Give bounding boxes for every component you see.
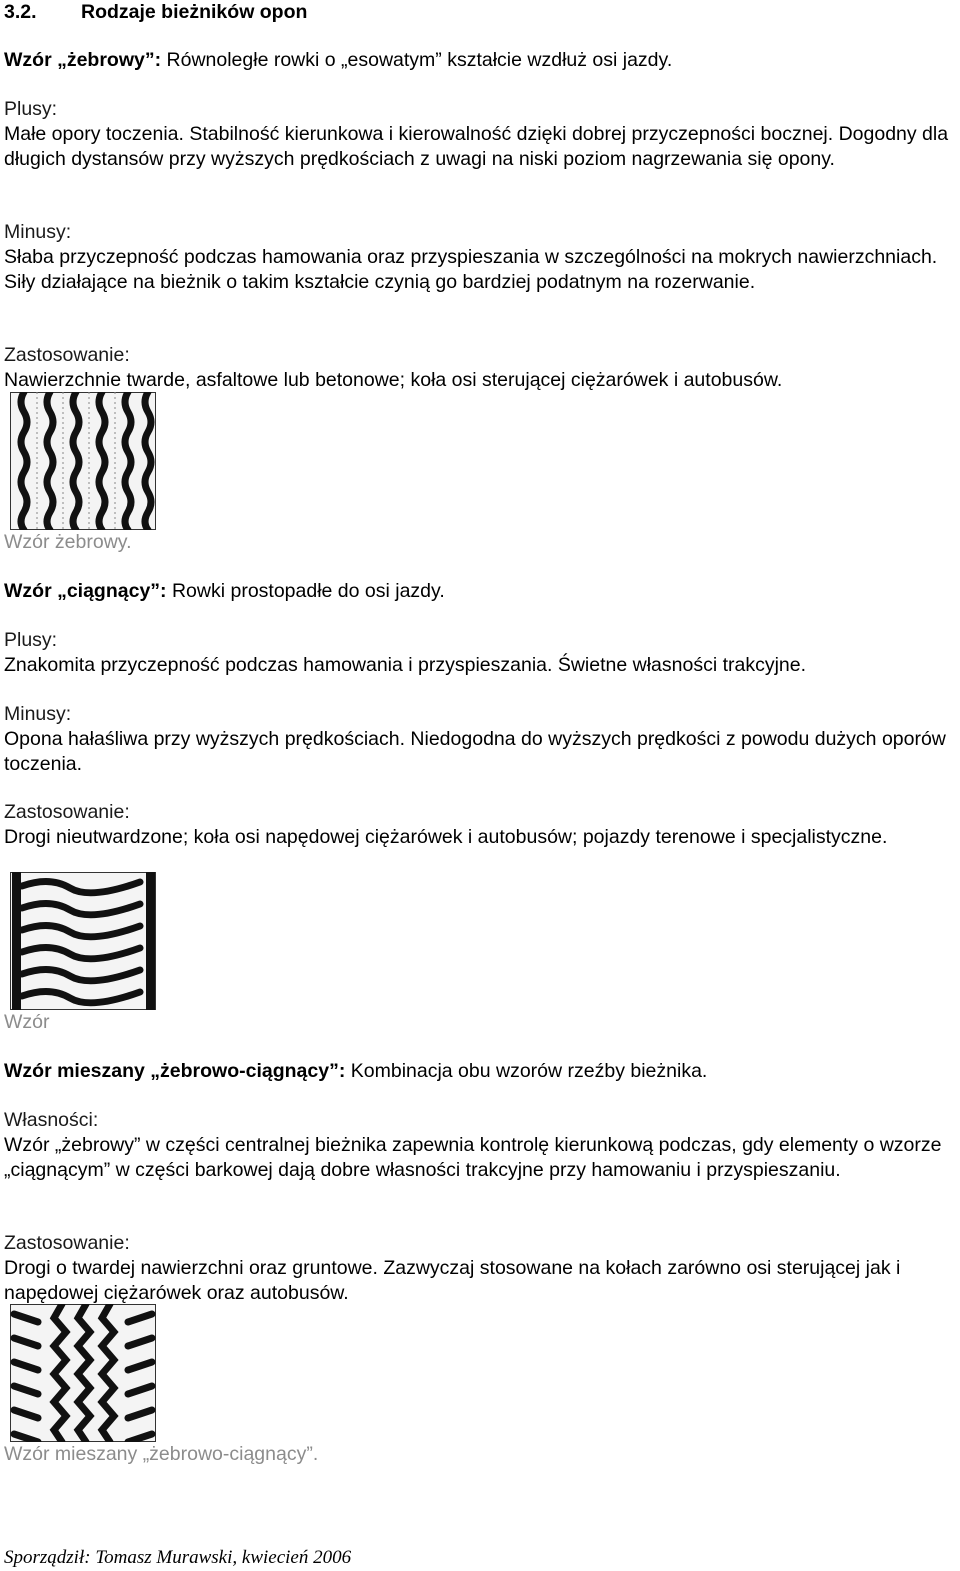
mixed-usage-text: Drogi o twardej nawierzchni oraz gruntowe. Zazwyczaj stosowane na kołach zarówno osi sterującej jak i napędowej ciężarówek oraz autobusów. [4, 1257, 901, 1304]
section-title: Rodzaje bieżników opon [81, 1, 308, 23]
rib-pattern-name: Wzór „żebrowy”: [4, 49, 162, 71]
rib-pros-label: Plusy: [4, 98, 58, 120]
rib-tread-image [10, 392, 156, 530]
traction-pattern-title [4, 579, 956, 604]
traction-cons-label: Minusy: [4, 703, 72, 725]
rib-pattern-description: Równoległe rowki o „esowatym” kształcie wzdłuż osi jazdy. [166, 49, 673, 71]
traction-pattern-name: Wzór „ciągnący”: [4, 580, 167, 602]
traction-tread-image [10, 872, 156, 1010]
rib-pros-text: Małe opory toczenia. Stabilność kierunkowa i kierowalność dzięki dobrej przyczepności bocznej. Dogodny dla długich dystansów przy wyższych prędkościach z uwagi na niski poziom nagrzewania się opony. [4, 123, 949, 170]
mixed-pattern-title [4, 1059, 956, 1084]
rib-usage-text: Nawierzchnie twarde, asfaltowe lub betonowe; koła osi sterującej ciężarówek i autobusów. [4, 369, 783, 391]
traction-pattern-description: Rowki prostopadłe do osi jazdy. [171, 580, 445, 602]
rib-pattern-title [4, 48, 956, 73]
traction-pros-text: Znakomita przyczepność podczas hamowania i przyspieszania. Świetne własności trakcyjne. [4, 654, 807, 676]
mixed-caption: Wzór mieszany „żebrowo-ciągnący”. [4, 1443, 319, 1465]
traction-pros-label: Plusy: [4, 629, 58, 651]
mixed-pattern-name: Wzór mieszany „żebrowo-ciągnący”: [4, 1060, 346, 1082]
traction-usage-label: Zastosowanie: [4, 801, 130, 823]
section-heading [4, 0, 956, 25]
traction-caption: Wzór [4, 1011, 50, 1033]
rib-cons-label: Minusy: [4, 221, 72, 243]
rib-cons-text: Słaba przyczepność podczas hamowania oraz przyspieszania w szczególności na mokrych nawierzchniach. Siły działające na bieżnik o takim kształcie czynią go bardziej podatnym na rozerwanie. [4, 246, 938, 293]
mixed-props-label: Własności: [4, 1109, 99, 1131]
rib-usage-label: Zastosowanie: [4, 344, 130, 366]
mixed-tread-image [10, 1304, 156, 1442]
mixed-pattern-description: Kombinacja obu wzorów rzeźby bieżnika. [350, 1060, 708, 1082]
mixed-usage-label: Zastosowanie: [4, 1232, 130, 1254]
rib-caption: Wzór żebrowy. [4, 531, 132, 553]
section-number: 3.2. [4, 1, 37, 23]
author-footer: Sporządził: Tomasz Murawski, kwiecień 2006 [4, 1547, 352, 1568]
traction-cons-text: Opona hałaśliwa przy wyższych prędkościach. Niedogodna do wyższych prędkości z powodu dużych oporów toczenia. [4, 728, 946, 775]
mixed-props-text: Wzór „żebrowy” w części centralnej bieżnika zapewnia kontrolę kierunkową podczas, gdy elementy o wzorze „ciągnącym” w części barkowej dają dobre własności trakcyjne przy hamowaniu i przyspieszaniu. [4, 1134, 942, 1181]
traction-usage-text: Drogi nieutwardzone; koła osi napędowej ciężarówek i autobusów; pojazdy terenowe i specjalistyczne. [4, 826, 888, 848]
